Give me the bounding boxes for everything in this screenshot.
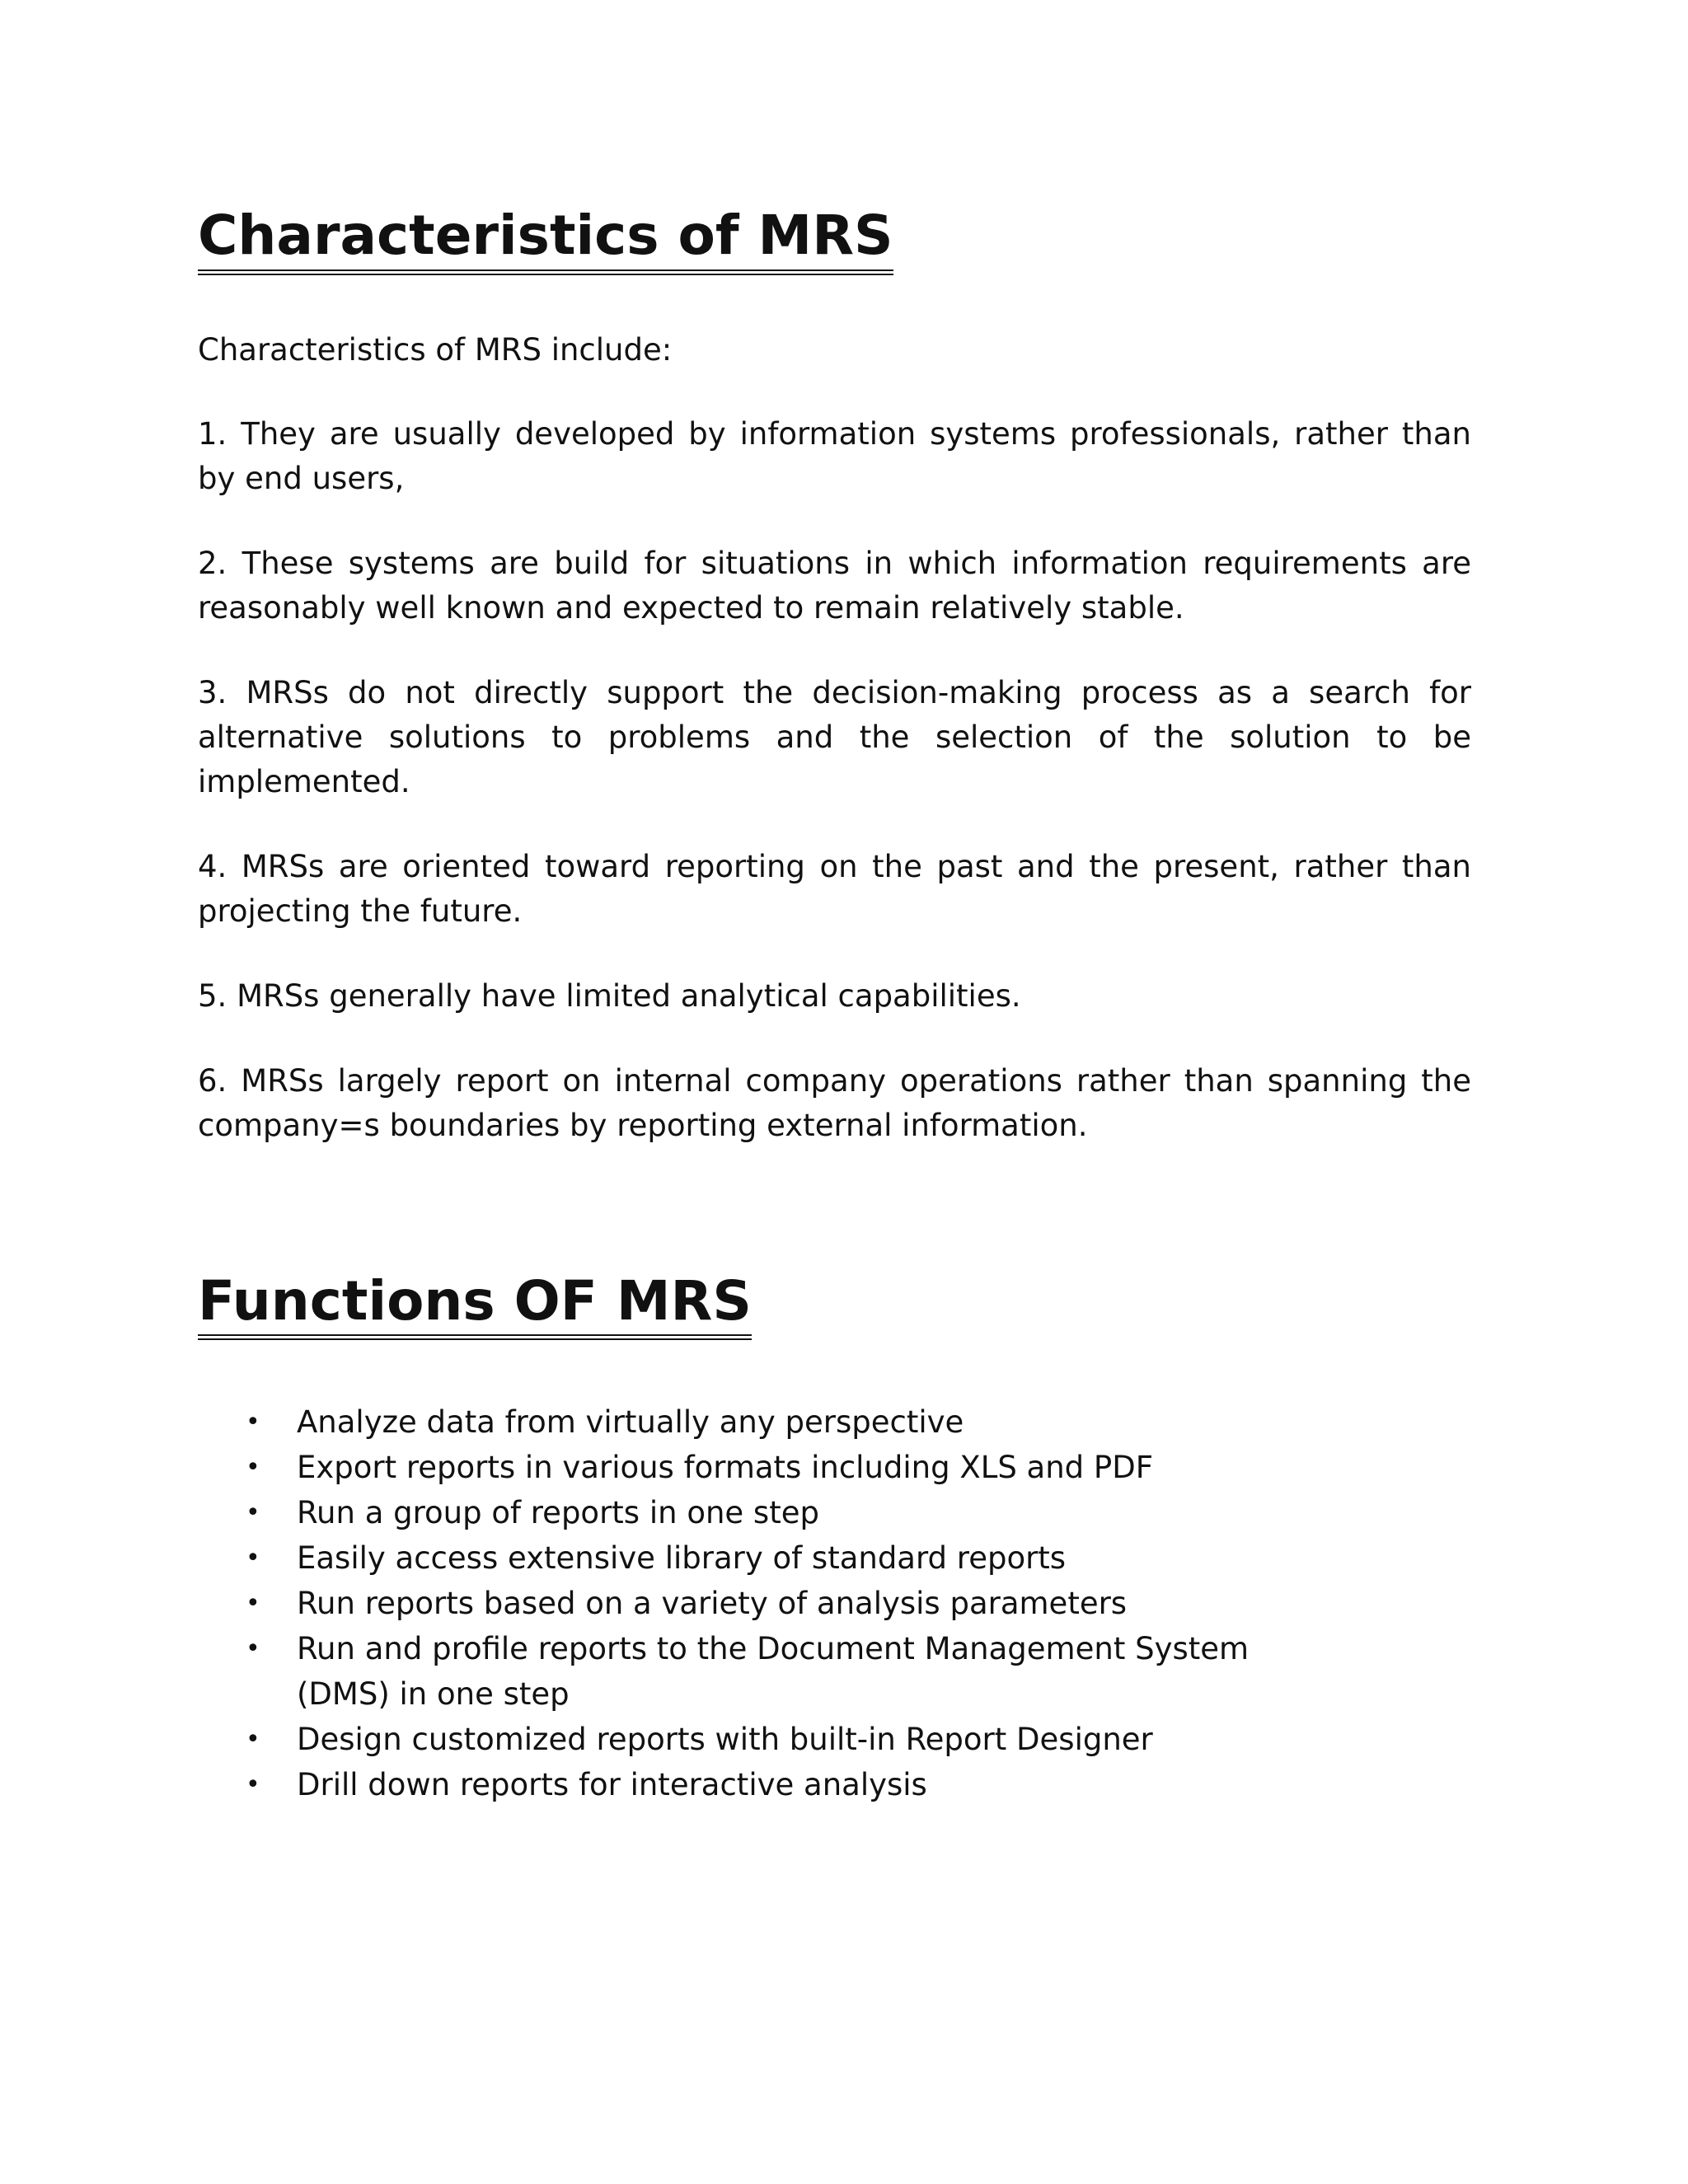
characteristic-point-3: 3. MRSs do not directly support the decision-making process as a search for alternative solutions to problems and the selection of the solution to be implemented. [198,674,1471,799]
characteristics-heading: Characteristics of MRS [198,206,893,275]
document-page [198,206,1471,1807]
list-item [198,1490,1261,1535]
list-item-text: Easily access extensive library of standard reports [297,1540,1067,1577]
bullet-icon: • [246,1634,260,1664]
list-item [198,1399,1261,1445]
list-item [198,1535,1261,1581]
bullet-icon: • [246,1725,260,1755]
list-item-text: Analyze data from virtually any perspective [297,1404,964,1441]
bullet-icon: • [246,1589,260,1619]
list-item-text: Run and profile reports to the Document Management System (DMS) in one step [297,1631,1250,1713]
characteristic-point-1: 1. They are usually developed by information systems professionals, rather than by end users, [198,415,1471,496]
list-item-text: Drill down reports for interactive analysis [297,1767,927,1803]
list-item-text: Export reports in various formats including XLS and PDF [297,1450,1154,1486]
bullet-icon: • [246,1408,260,1437]
list-item-text: Design customized reports with built-in Report Designer [297,1722,1153,1758]
characteristic-point-2: 2. These systems are build for situations in which information requirements are reasonably well known and expected to remain relatively stable. [198,545,1471,626]
characteristics-intro: Characteristics of MRS include: [198,331,673,368]
characteristic-point-4: 4. MRSs are oriented toward reporting on the past and the present, rather than projecting the future. [198,848,1471,929]
functions-heading: Functions OF MRS [198,1272,752,1341]
bullet-icon: • [246,1544,260,1573]
list-item [198,1626,1261,1717]
bullet-icon: • [246,1453,260,1483]
list-item [198,1717,1261,1762]
characteristic-point-6: 6. MRSs largely report on internal company operations rather than spanning the company=s boundaries by reporting external information. [198,1062,1471,1143]
functions-list [198,1399,1261,1807]
list-item [198,1581,1261,1626]
list-item [198,1762,1261,1807]
bullet-icon: • [246,1498,260,1528]
bullet-icon: • [246,1770,260,1800]
list-item-text: Run reports based on a variety of analysis parameters [297,1586,1128,1622]
characteristic-point-5: 5. MRSs generally have limited analytical capabilities. [198,977,1021,1014]
list-item-text: Run a group of reports in one step [297,1495,819,1531]
list-item [198,1445,1261,1490]
